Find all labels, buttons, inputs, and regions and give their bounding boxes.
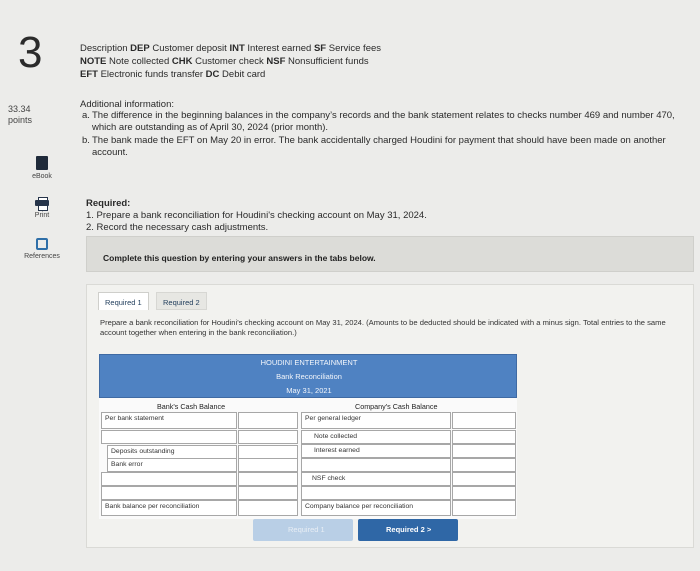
additional-info-list (82, 110, 692, 160)
legend-code: SF (313, 43, 327, 54)
info-item-text: The difference in the beginning balances in the company’s records and the bank statement relates to checks number 469 and number 470, which are outstanding as of April 30, 2024 (prior month). (92, 110, 675, 133)
bank-amount-input[interactable] (238, 472, 298, 486)
legend-code: DC (205, 69, 220, 80)
legend-line (80, 42, 381, 55)
printer-icon (35, 197, 49, 209)
legend-code: DEP (130, 43, 150, 54)
previous-tab-label: Required 1 (288, 525, 325, 534)
question-number: 3 (18, 28, 43, 77)
bank-reconciliation-table (99, 354, 517, 519)
reconciliation-title: Bank Reconciliation (276, 372, 342, 381)
legend-description: Service fees (326, 43, 382, 54)
instruction-band (86, 236, 694, 272)
bank-amount-input[interactable] (238, 430, 298, 444)
references-label: References (24, 253, 60, 260)
info-item-b (82, 135, 692, 159)
ebook-button[interactable] (20, 156, 64, 180)
legend-description: Electronic funds transfer (97, 69, 206, 80)
company-total-label: Company balance per reconciliation (301, 500, 451, 516)
company-amount-input[interactable] (452, 458, 516, 472)
legend-code: NSF (266, 56, 286, 67)
company-row-label: Per general ledger (301, 412, 451, 429)
legend-description: Nonsufficient funds (285, 56, 369, 67)
band-text: Complete this question by entering your answers in the tabs below. (103, 253, 376, 263)
company-amount-input[interactable] (452, 412, 516, 429)
additional-info-heading: Additional information: (80, 99, 174, 110)
bank-row-label: Deposits outstanding (107, 445, 237, 459)
info-item-label: a. (82, 110, 90, 121)
bank-row-input[interactable] (101, 430, 237, 444)
legend-code: CHK (171, 56, 193, 67)
required-item-1: 1. Prepare a bank reconciliation for Houdini's checking account on May 31, 2024. (86, 210, 427, 221)
bank-amount-input[interactable] (238, 486, 298, 500)
points-label: points (8, 115, 33, 125)
required-heading: Required: (86, 198, 131, 209)
company-amount-input[interactable] (452, 486, 516, 500)
legend-description: Interest earned (244, 43, 314, 54)
tab-required-1[interactable]: Required 1 (98, 292, 149, 310)
bank-amount-input[interactable] (238, 445, 298, 459)
bank-row-label: Bank error (107, 458, 237, 472)
previous-tab-button[interactable] (253, 519, 353, 541)
legend-prefix: Description (80, 43, 131, 54)
reconciliation-date: May 31, 2021 (286, 386, 332, 395)
company-amount-input[interactable] (452, 430, 516, 444)
ebook-label: eBook (32, 173, 52, 180)
abbreviation-legend (80, 42, 381, 81)
legend-line (80, 68, 381, 81)
legend-description: Customer deposit (149, 43, 230, 54)
company-total-input[interactable] (452, 500, 516, 516)
company-row-input[interactable] (301, 458, 451, 472)
tab-instructions: Prepare a bank reconciliation for Houdini's checking account on May 31, 2024. (Amounts to be deducted should be indicated with a minus sign. Total entries to the same account together when entering in the bank reconciliation.) (100, 318, 666, 337)
print-button[interactable] (20, 197, 64, 219)
legend-description: Note collected (106, 56, 172, 67)
next-tab-button[interactable] (358, 519, 458, 541)
references-button[interactable] (20, 238, 64, 260)
bank-total-input[interactable] (238, 500, 298, 516)
company-balance-header: Company's Cash Balance (355, 402, 438, 411)
legend-description: Customer check (192, 56, 267, 67)
company-amount-input[interactable] (452, 472, 516, 486)
info-item-label: b. (82, 135, 90, 146)
legend-line (80, 55, 381, 68)
legend-code: INT (229, 43, 245, 54)
bank-amount-input[interactable] (238, 412, 298, 429)
print-label: Print (34, 212, 50, 219)
next-tab-label: Required 2 > (386, 525, 432, 534)
company-row-input[interactable] (301, 486, 451, 500)
company-row-label: NSF check (301, 472, 451, 486)
bank-row-input[interactable] (101, 472, 237, 486)
points-info (8, 104, 32, 126)
legend-code: NOTE (80, 56, 107, 67)
legend-code: EFT (80, 69, 98, 80)
required-section (86, 198, 427, 234)
company-row-label: Note collected (301, 430, 451, 444)
tab-required-2[interactable]: Required 2 (156, 292, 207, 310)
company-amount-input[interactable] (452, 444, 516, 458)
company-name: HOUDINI ENTERTAINMENT (260, 358, 358, 367)
points-value: 33.34 (8, 104, 31, 114)
bank-amount-input[interactable] (238, 458, 298, 472)
bank-row-label: Per bank statement (101, 412, 237, 429)
bank-row-input[interactable] (101, 486, 237, 500)
company-row-label: Interest earned (301, 444, 451, 458)
info-item-a (82, 110, 692, 134)
book-icon (36, 156, 48, 170)
bank-balance-header: Bank's Cash Balance (157, 402, 226, 411)
bank-total-label: Bank balance per reconciliation (101, 500, 237, 516)
info-item-text: The bank made the EFT on May 20 in error. The bank accidentally charged Houdini for payment that should have been made on another account. (92, 135, 666, 158)
reconciliation-header (99, 354, 517, 398)
legend-description: Debit card (219, 69, 266, 80)
required-item-2: 2. Record the necessary cash adjustments. (86, 222, 269, 233)
references-icon (36, 238, 48, 250)
